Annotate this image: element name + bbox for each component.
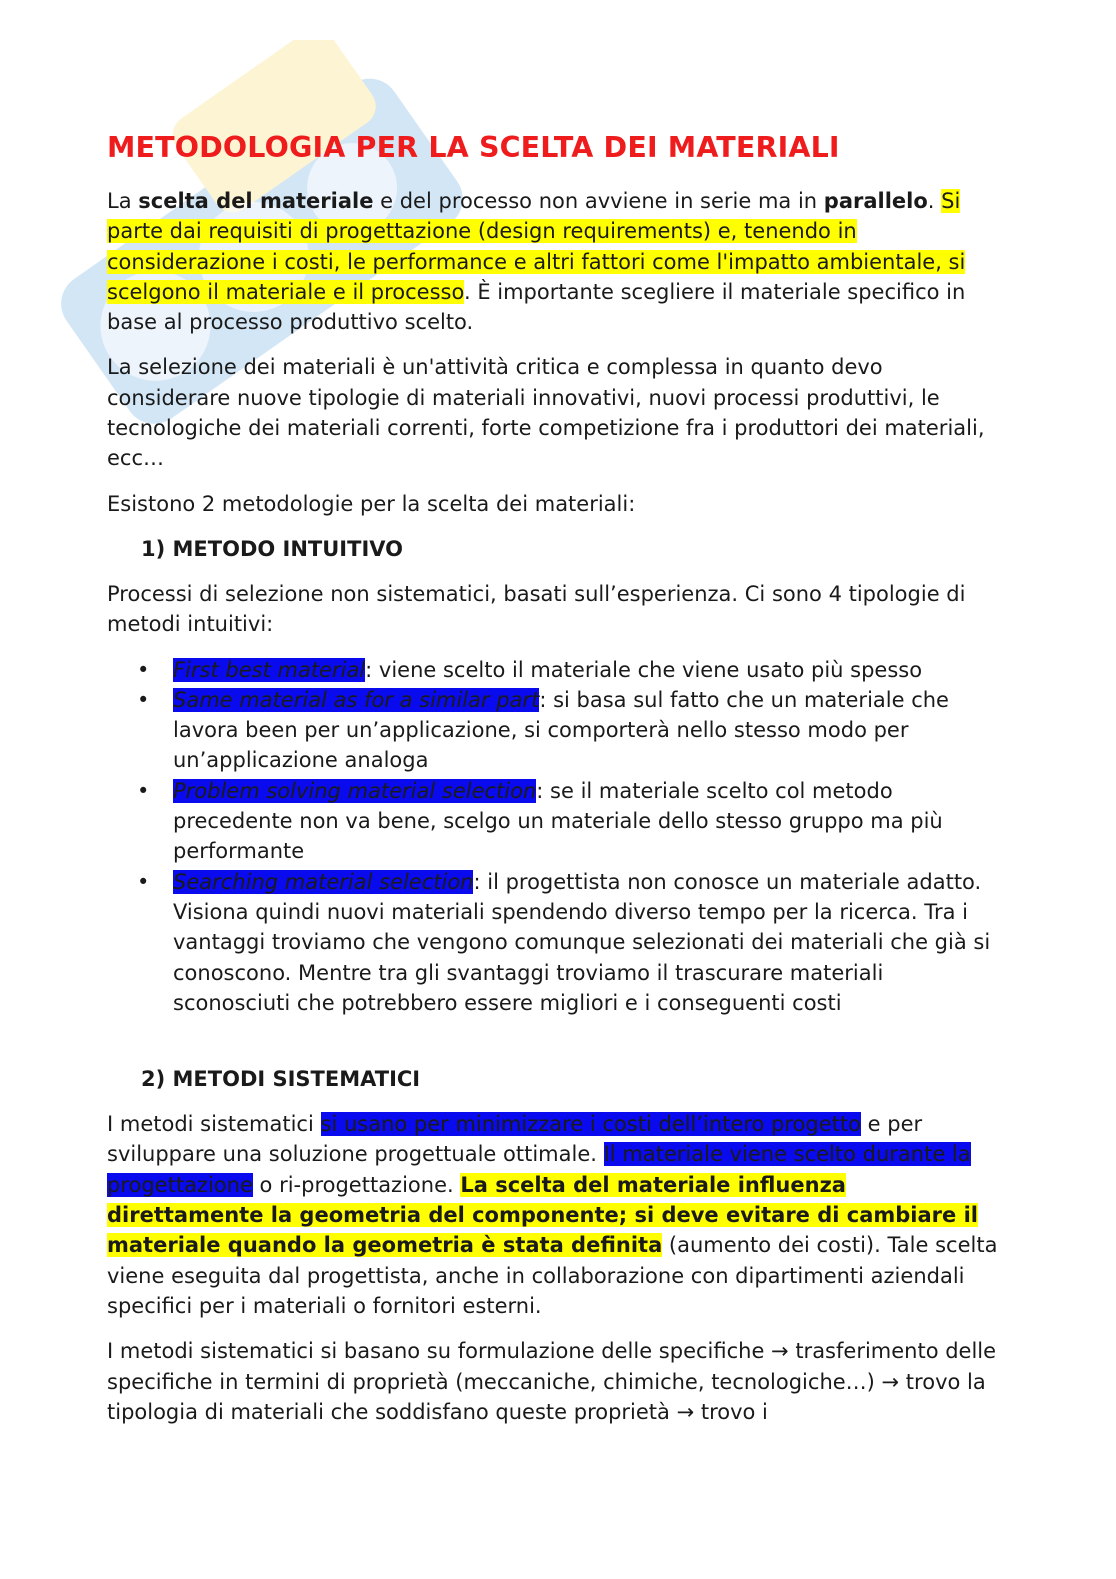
document-page <box>107 128 1007 1442</box>
list-item: • Problem solving material selection: se il materiale scelto col metodo precedente non va bene, scelgo un materiale dello stesso gruppo ma più performante <box>107 776 1007 867</box>
paragraph-methods-count: Esistono 2 metodologie per la scelta dei materiali: <box>107 491 636 516</box>
paragraph-intuitive-intro: Processi di selezione non sistematici, basati sull’esperienza. Ci sono 4 tipologie di metodi intuitivi: <box>107 581 966 637</box>
paragraph-selection: La selezione dei materiali è un'attività critica e complessa in quanto devo considerare nuove tipologie di materiali innovativi, nuovi processi produttivi, le tecnologiche dei materiali correnti, forte competizione fra i produttori dei materiali, ecc… <box>107 355 985 471</box>
highlight-yellow: Si parte dai requisiti di progettazione (design requirements) e, tenendo in considerazione i costi, le performance e altri fattori come l'impatto ambientale, si scelgono il materiale e il processo <box>107 189 966 304</box>
document-title: METODOLOGIA PER LA SCELTA DEI MATERIALI <box>107 131 840 164</box>
list-item: • Searching material selection: il progettista non conosce un materiale adatto. Visiona quindi nuovi materiali spendendo diverso tempo per la ricerca. Tra i vantaggi troviamo che vengono comunque selezionati dei materiali che già si conoscono. Mentre tra gli svantaggi troviamo il trascurare materiali sconosciuti che potrebbero essere migliori e i conseguenti costi <box>107 867 1007 1018</box>
list-item: • Same material as for a similar part: si basa sul fatto che un materiale che lavora been per un’applicazione, si comporterà nello stesso modo per un’applicazione analoga <box>107 685 1007 776</box>
paragraph-systematic-steps: I metodi sistematici si basano su formulazione delle specifiche → trasferimento delle specifiche in termini di proprietà (meccaniche, chimiche, tecnologiche…) → trovo la tipologia di materiali che soddisfano queste proprietà → trovo i <box>107 1339 997 1424</box>
list-item: • First best material: viene scelto il materiale che viene usato più spesso <box>107 655 1007 685</box>
paragraph-systematic: I metodi sistematici si usano per minimizzare i costi dell’intero progetto e per sviluppare una soluzione progettuale ottimale. Il materiale viene scelto durante la progettazione o ri-progettazione. La scelta del materiale influenza direttamente la geometria del componente; si deve evitare di cambiare il materiale quando la geometria è stata definita (aumento dei costi). Tale scelta viene eseguita dal progettista, anche in collaborazione con dipartimenti aziendali specifici per i materiali o fornitori esterni. <box>107 1112 998 1318</box>
paragraph-intro: La scelta del materiale e del processo non avviene in serie ma in parallelo. Si parte dai requisiti di progettazione (design requirements) e, tenendo in considerazione i costi, le performance e altri fattori come l'impatto ambientale, si scelgono il materiale e il processo. È importante scegliere il materiale specifico in base al processo produttivo scelto. <box>107 189 966 335</box>
section-heading-systematic: 2) METODI SISTEMATICI <box>141 1067 421 1092</box>
intuitive-methods-list <box>107 655 1007 1019</box>
section-heading-intuitive: 1) METODO INTUITIVO <box>141 536 403 561</box>
